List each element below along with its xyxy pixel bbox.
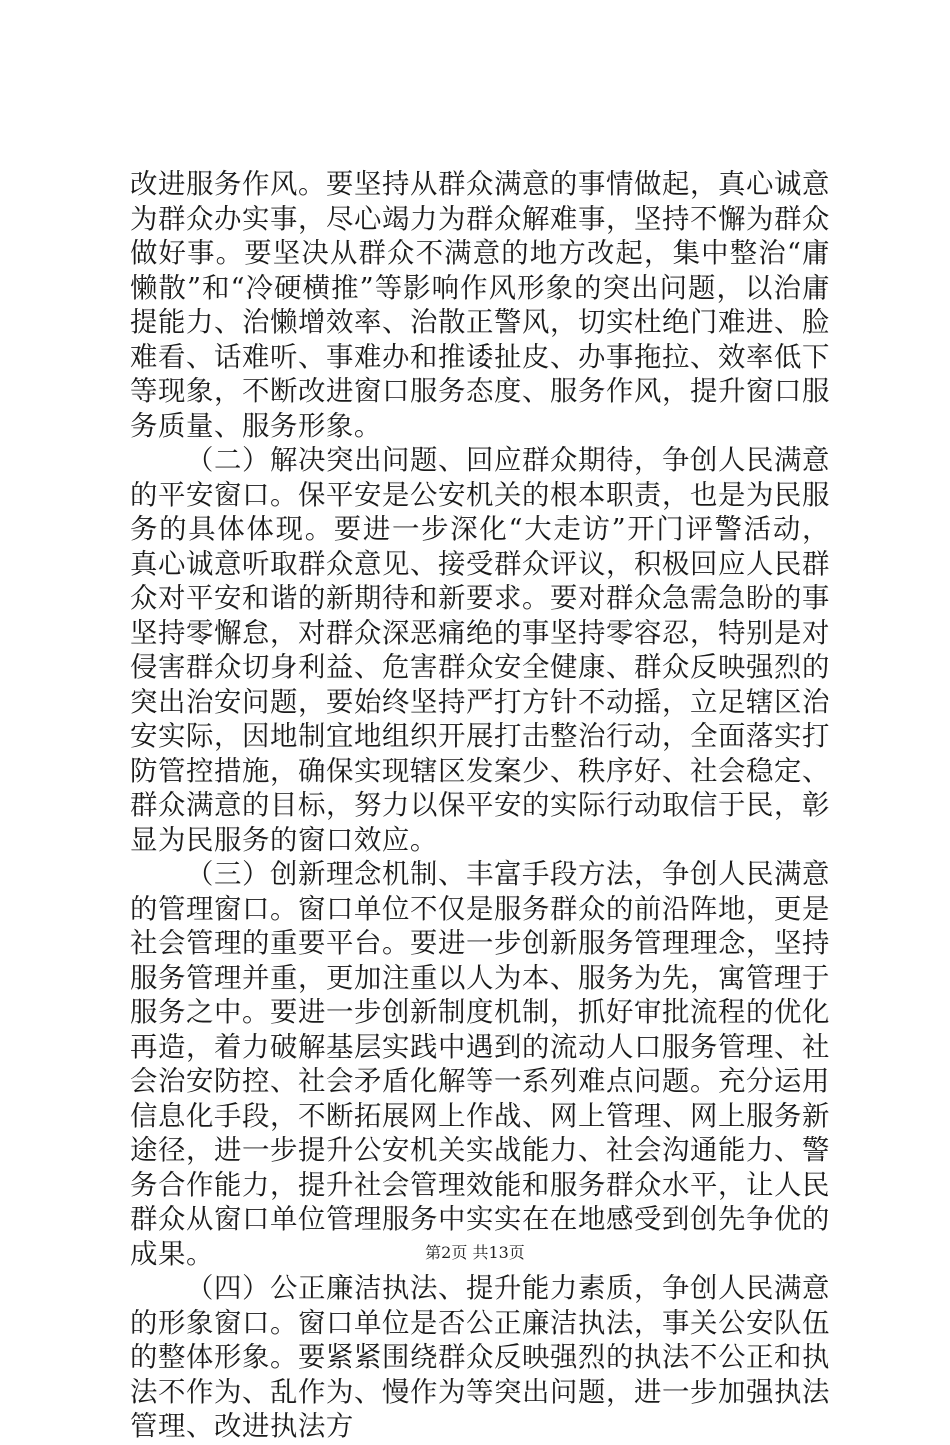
paragraph-2: （二）解决突出问题、回应群众期待，争创人民满意的平安窗口。保平安是公安机关的根本职责，也是为民服务的具体体现。要进一步深化“大走访”开门评警活动，真心诚意听取群众意见、接受群众评议，积极回应人民群众对平安和谐的新期待和新要求。要对群众急需急盼的事坚持零懈怠，对群众深恶痛绝的事坚持零容忍，特别是对侵害群众切身利益、危害群众安全健康、群众反映强烈的突出治安问题，要始终坚持严打方针不动摇，立足辖区治安实际，因地制宜地组织开展打击整治行动，全面落实打防管控措施，确保实现辖区发案少、秩序好、社会稳定、群众满意的目标，努力以保平安的实际行动取信于民，彰显为民服务的窗口效应。 — [130, 445, 830, 856]
paragraph-1: 改进服务作风。要坚持从群众满意的事情做起，真心诚意为群众办实事，尽心竭力为群众解难事，坚持不懈为群众做好事。要坚决从群众不满意的地方改起，集中整治“庸懒散”和“冷硬横推”等影响作风形象的突出问题，以治庸提能力、治懒增效率、治散正警风，切实杜绝门难进、脸难看、话难听、事难办和推诿扯皮、办事拖拉、效率低下等现象，不断改进窗口服务态度、服务作风，提升窗口服务质量、服务形象。 — [130, 169, 830, 442]
paragraph-4: （四）公正廉洁执法、提升能力素质，争创人民满意的形象窗口。窗口单位是否公正廉洁执法，事关公安队伍的整体形象。要紧紧围绕群众反映强烈的执法不公正和执法不作为、乱作为、慢作为等突出问题，进一步加强执法管理、改进执法方 — [130, 1273, 830, 1442]
paragraph-3: （三）创新理念机制、丰富手段方法，争创人民满意的管理窗口。窗口单位不仅是服务群众的前沿阵地，更是社会管理的重要平台。要进一步创新服务管理理念，坚持服务管理并重，更加注重以人为本、服务为先，寓管理于服务之中。要进一步创新制度机制，抓好审批流程的优化再造，着力破解基层实践中遇到的流动人口服务管理、社会治安防控、社会矛盾化解等一系列难点问题。充分运用信息化手段，不断拓展网上作战、网上管理、网上服务新途径，进一步提升公安机关实战能力、社会沟通能力、警务合作能力，提升社会管理效能和服务群众水平，让人民群众从窗口单位管理服务中实实在在地感受到创先争优的成果。 — [130, 859, 830, 1270]
page-footer: 第2页 共13页 — [425, 1243, 525, 1262]
